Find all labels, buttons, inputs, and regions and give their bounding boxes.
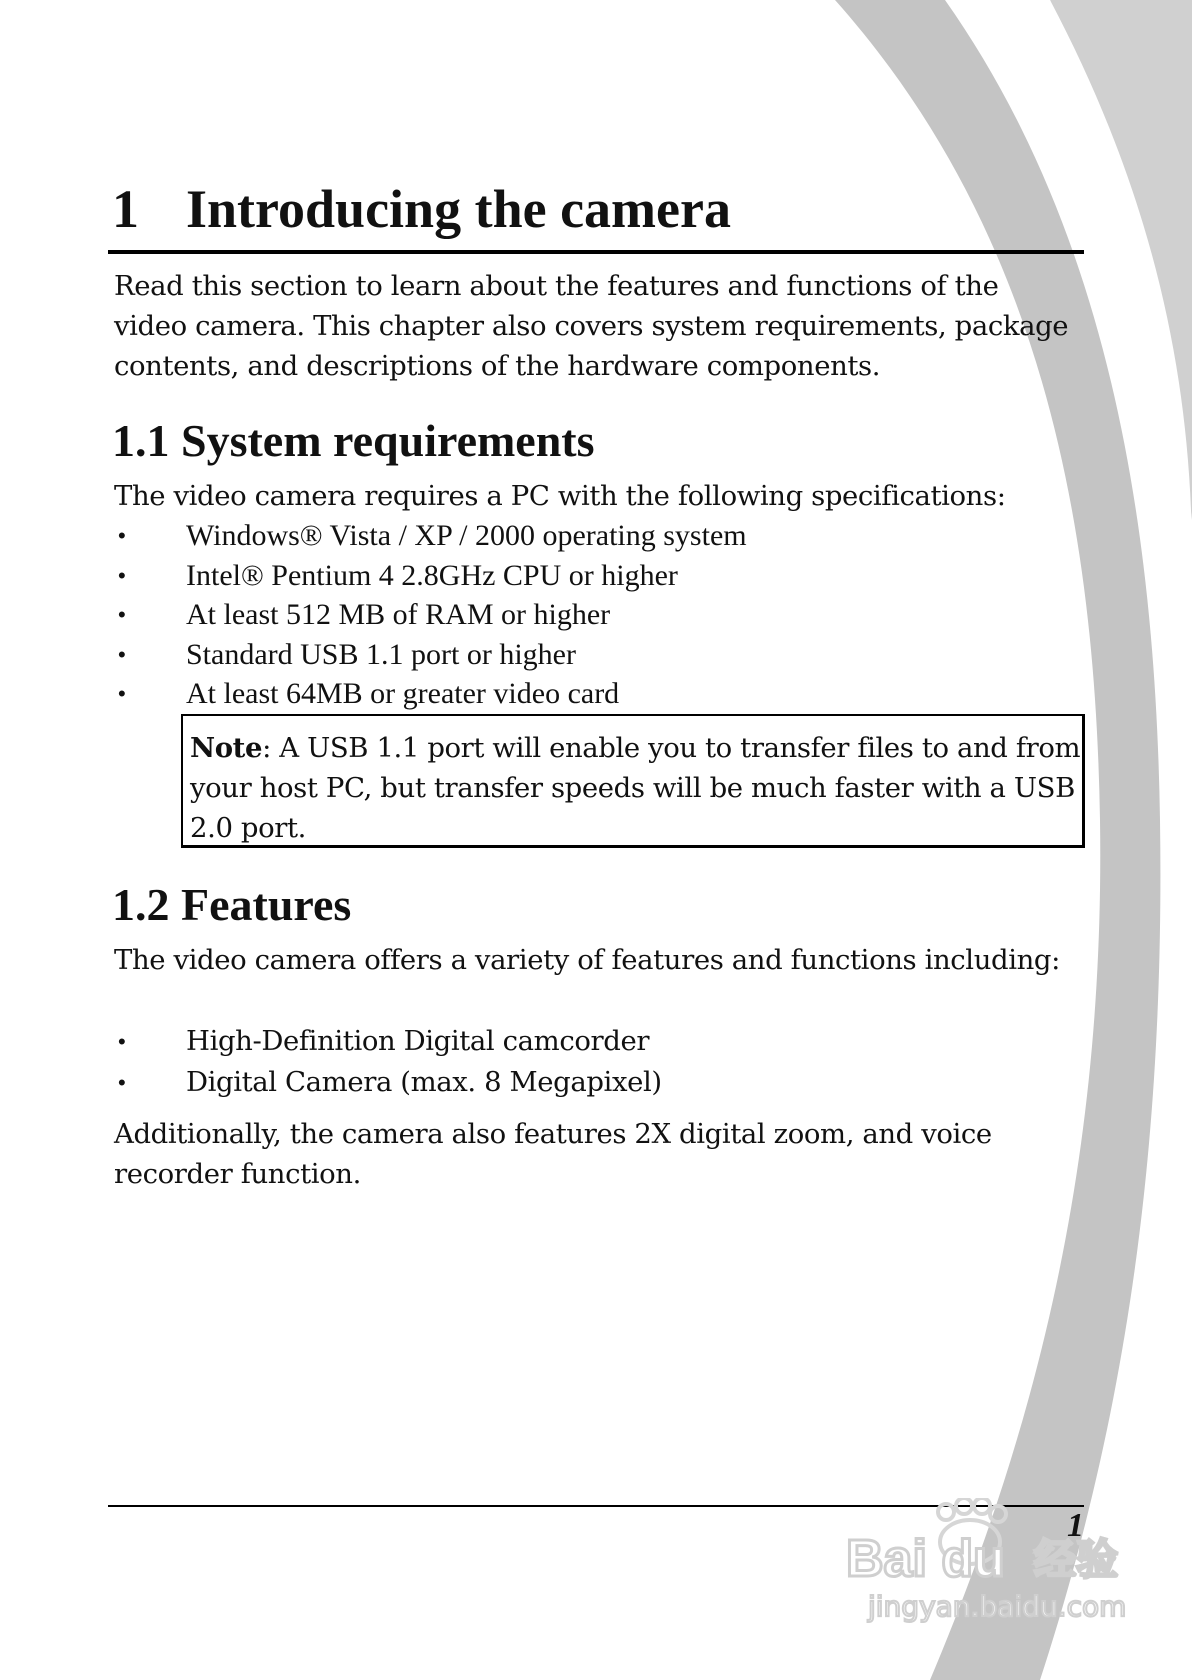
system-requirements-list [114,516,1074,714]
chapter-number: 1 [112,179,139,239]
page-number: 1 [1067,1507,1084,1544]
baidu-jingyan-watermark [838,1498,1138,1648]
list-item [114,635,1074,675]
list-item-text: Windows® Vista / XP / 2000 operating system [186,519,747,552]
bullet-icon: • [118,1029,126,1054]
chapter-title-text: Introducing the camera [186,179,731,239]
features-closing-paragraph: Additionally, the camera also features 2X digital zoom, and voice recorder function. [114,1118,992,1190]
list-item [114,516,1074,556]
features-list [114,1021,1074,1103]
bullet-icon: • [118,602,126,627]
watermark-brand-latin: Bai du [846,1530,1005,1588]
list-item-text: At least 512 MB of RAM or higher [186,598,611,631]
chapter-title [112,179,1082,239]
bullet-icon: • [118,641,126,667]
features-lead: The video camera offers a variety of features and functions including: [114,944,1060,976]
bullet-icon: • [118,562,126,588]
bullet-icon: • [118,1070,126,1095]
list-item-text: Intel® Pentium 4 2.8GHz CPU or higher [186,558,678,592]
list-item [114,556,1074,596]
list-item-text: Standard USB 1.1 port or higher [186,637,576,671]
section-heading-features: 1.2 Features [112,879,352,930]
watermark-brand-cn: 经验 [1034,1535,1119,1584]
intro-paragraph: Read this section to learn about the features and functions of the video camera. This chapter also covers system requirements, package contents, and descriptions of the hardware components. [114,270,1069,382]
chapter-title-rule [108,250,1084,254]
watermark-url: jingyan.baidu.com [868,1590,1127,1623]
list-item [114,1062,1074,1103]
system-requirements-lead: The video camera requires a PC with the following specifications: [114,480,1006,512]
bullet-icon: • [118,681,126,706]
list-item [114,1021,1074,1062]
section-heading-system-requirements: 1.1 System requirements [112,415,595,466]
bullet-icon: • [118,523,126,548]
list-item [114,674,1074,714]
note-text: : A USB 1.1 port will enable you to transfer files to and from your host PC, but transfer speeds will be much faster with a USB 2.0 port. [190,732,1081,844]
note-box [181,714,1085,848]
list-item-text: Digital Camera (max. 8 Megapixel) [186,1066,662,1098]
list-item-text: At least 64MB or greater video card [186,677,620,710]
note-label: Note [190,732,263,764]
list-item [114,595,1074,635]
list-item-text: High-Definition Digital camcorder [186,1025,650,1057]
